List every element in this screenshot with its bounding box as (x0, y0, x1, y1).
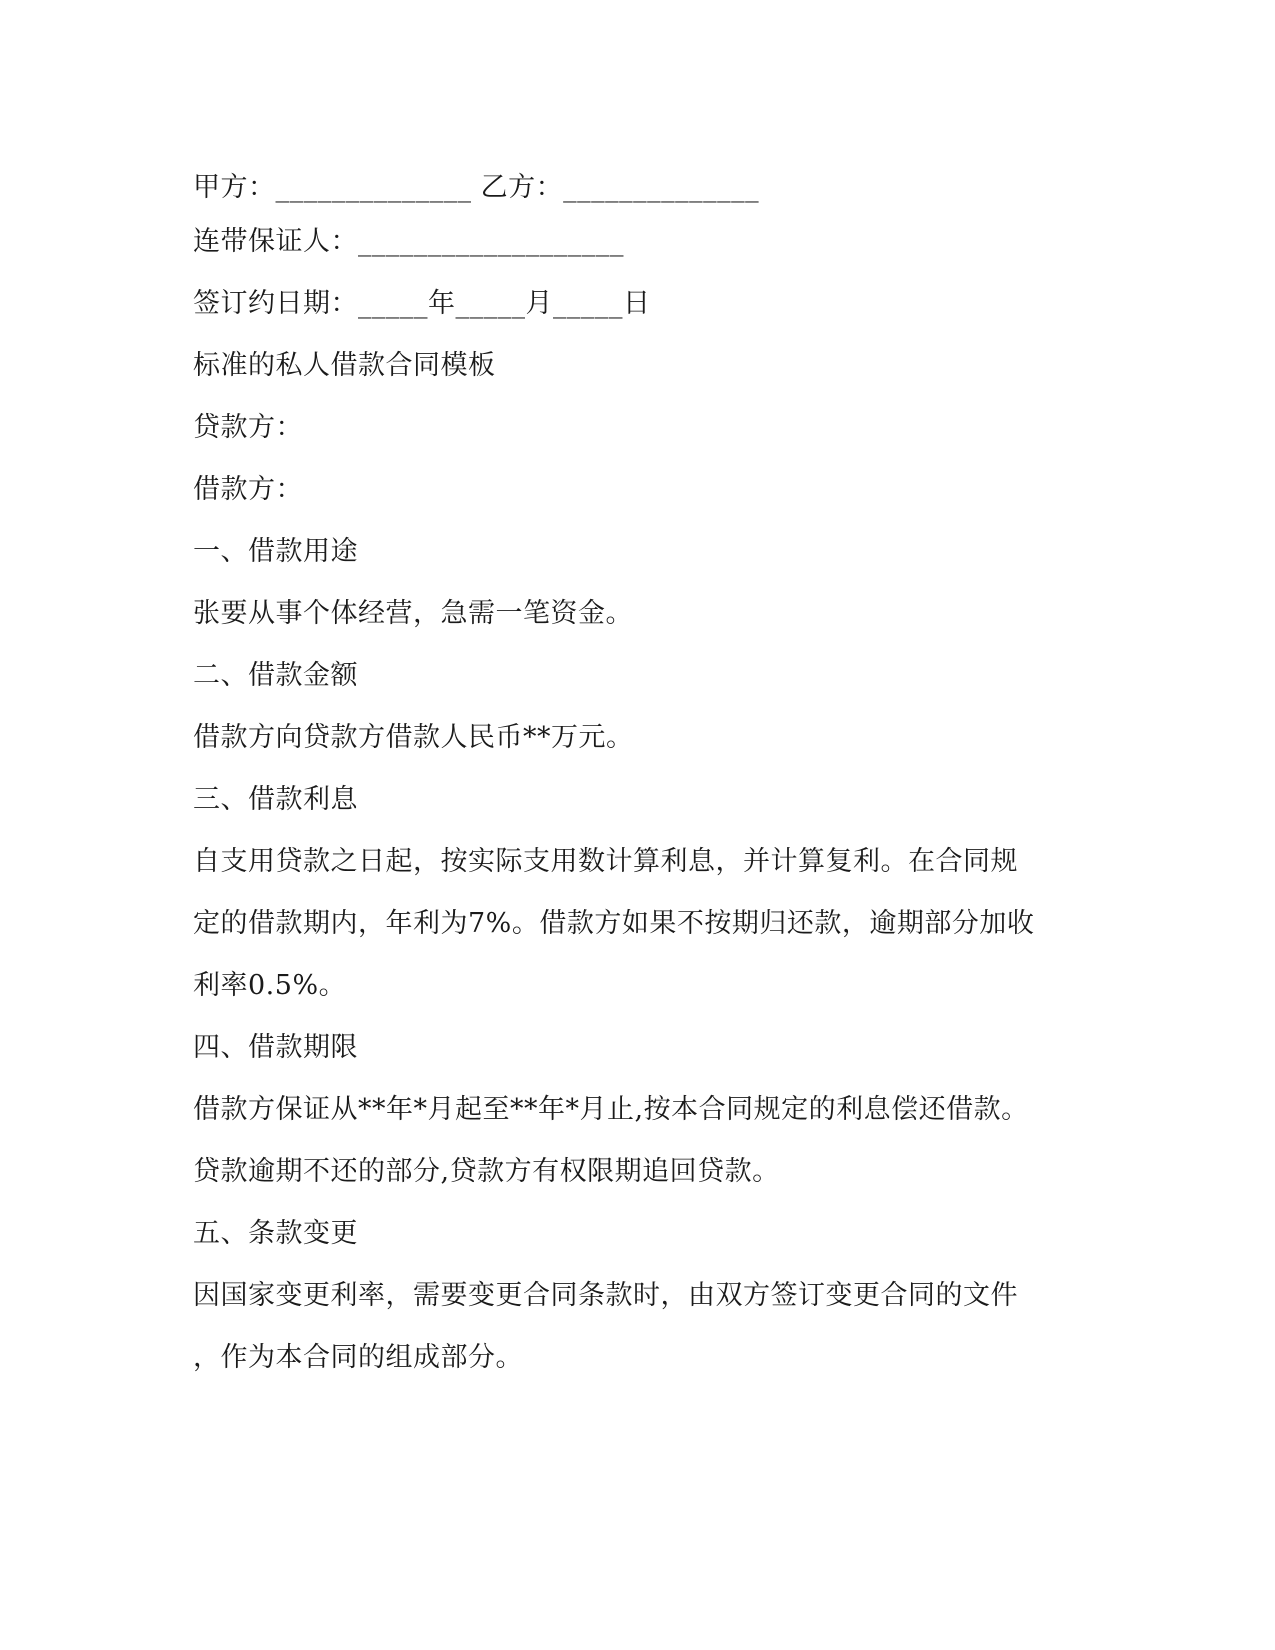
guarantor-line: 连带保证人：___________________ (193, 226, 624, 257)
party-line: 甲方：______________ 乙方：______________ (193, 172, 760, 203)
section-heading-interest: 三、借款利息 (193, 784, 358, 815)
paragraph-interest-line-1: 自支用贷款之日起，按实际支用数计算利息，并计算复利。在合同规 (193, 846, 1018, 877)
section-heading-term: 四、借款期限 (193, 1032, 358, 1063)
borrower-line: 借款方： (193, 474, 303, 505)
document-title: 标准的私人借款合同模板 (193, 350, 496, 381)
section-heading-amount: 二、借款金额 (193, 660, 358, 691)
paragraph-change-line-2: ，作为本合同的组成部分。 (193, 1342, 523, 1373)
paragraph-interest-line-2: 定的借款期内，年利为7%。借款方如果不按期归还款，逾期部分加收 (193, 908, 1035, 939)
lender-line: 贷款方： (193, 412, 303, 443)
sign-date-line: 签订约日期：_____年_____月_____日 (193, 288, 651, 319)
paragraph-term-line-2: 贷款逾期不还的部分,贷款方有权限期追回贷款。 (193, 1156, 780, 1187)
paragraph-change-line-1: 因国家变更利率，需要变更合同条款时，由双方签订变更合同的文件 (193, 1280, 1018, 1311)
paragraph-interest-line-3: 利率0.5%。 (193, 970, 347, 1001)
paragraph-amount: 借款方向贷款方借款人民币**万元。 (193, 722, 634, 753)
section-heading-change: 五、条款变更 (193, 1218, 358, 1249)
paragraph-term-line-1: 借款方保证从**年*月起至**年*月止,按本合同规定的利息偿还借款。 (193, 1094, 1029, 1125)
paragraph-purpose: 张要从事个体经营，急需一笔资金。 (193, 598, 633, 629)
section-heading-purpose: 一、借款用途 (193, 536, 358, 567)
